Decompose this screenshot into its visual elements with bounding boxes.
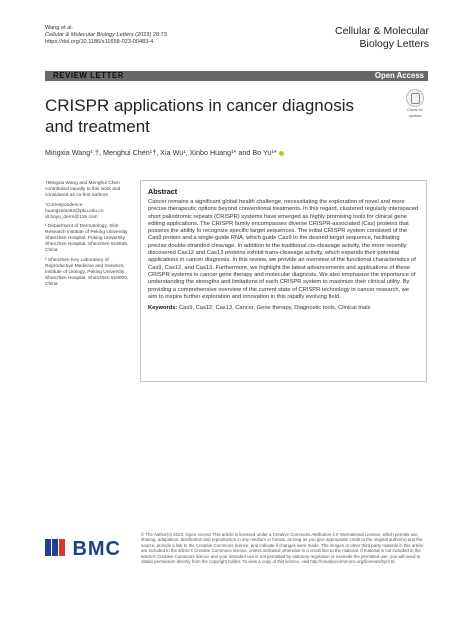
- check-updates-line2: updates: [408, 113, 422, 118]
- correspondence: [45, 203, 130, 221]
- article-title: [45, 95, 385, 137]
- year-volume: (2023) 28:73: [135, 32, 167, 39]
- bmc-logo-icon: [45, 539, 66, 561]
- doi-link[interactable]: https://doi.org/10.1186/s11658-023-00483-4: [45, 39, 154, 46]
- abstract-box: [140, 180, 427, 382]
- correspondence-email-1[interactable]: huangxinbo92@pku.edu.cn: [45, 208, 104, 214]
- journal-brand-line1: Cellular & Molecular: [335, 25, 429, 37]
- authors-short: Wang et al.: [45, 25, 74, 31]
- sidebar-notes: [45, 181, 130, 292]
- journal-brand: [335, 25, 429, 50]
- equal-contribution-note: †Mingxia Wang and Menghui Chen contributed equally to this work and considered as co-first authors: [45, 181, 121, 198]
- check-for-updates-button[interactable]: [404, 89, 426, 118]
- keywords-list: Cas9, Cas12, Cas13, Cancer, Gene therapy, Diagnostic tools, Clinical trials: [179, 305, 371, 312]
- affiliation-2: ² Shenzhen Key Laboratory of Reproductive Medicine and Genetics, Institute of Urology, Peking University Shenzhen Hospital, Shenzhen 518000, China: [45, 257, 129, 287]
- citation-header: [45, 25, 167, 47]
- publisher-logo: [45, 538, 121, 561]
- keywords-label: Keywords:: [148, 305, 178, 312]
- check-updates-line1: Check for: [407, 108, 423, 112]
- title-line2: and treatment: [45, 117, 150, 136]
- orcid-icon[interactable]: [279, 151, 284, 156]
- open-access-label: Open Access: [374, 71, 424, 80]
- correspondence-email-2[interactable]: dr.boyu_derm@126.com: [45, 214, 98, 220]
- check-updates-icon: [406, 89, 424, 107]
- authors-text: Mingxia Wang¹˒†, Menghui Chen¹†, Xia Wu¹, Xinbo Huang¹* and Bo Yu¹*: [45, 148, 277, 157]
- journal-name: Cellular & Molecular Biology Letters: [45, 32, 134, 39]
- affiliation-1: ¹ Department of Dermatology, Skin Research Institute of Peking University Shenzhen Hospital, Peking University Shenzhen Hospital, Shenzhen 518036, China: [45, 224, 129, 254]
- correspondence-label: *Correspondence:: [45, 202, 84, 208]
- title-line1: CRISPR applications in cancer diagnosis: [45, 96, 354, 115]
- abstract-heading: Abstract: [148, 187, 178, 196]
- journal-brand-line2: Biology Letters: [359, 37, 429, 50]
- keywords: [148, 305, 419, 312]
- publisher-name: BMC: [72, 538, 121, 560]
- author-list: [45, 148, 284, 157]
- article-type-bar: [45, 71, 428, 81]
- abstract-body: Cancer remains a significant global health challenge, necessitating the exploration of novel and more precise therapeutic options beyond conventional treatments. In this regard, clustered regularly interspaced short palindromic repeats (CRISPR) systems have emerged as highly promising tools for clinical gene editing applications. The CRISPR family encompasses diverse CRISPR-associated (Cas) proteins that possess the ability to recognize specific target sequences. The initial CRISPR system consisted of the Cas9 protein and a single-guide RNA, which guide Cas9 to the desired target sequence, facilitating precise double-stranded cleavage. In addition to the traditional cis-cleavage activity, the more recently discovered Cas12 and Cas13 proteins exhibit trans-cleavage activity, which expands their potential applications in cancer diagnosis. In this review, we provide an overview of the functional characteristics of Cas9, Cas12, and Cas13. Furthermore, we highlight the latest advancements and applications of these CRISPR systems in cancer gene therapy and molecular diagnosis. We also emphasize the importance of understanding the strengths and limitations of each CRISPR system to maximize their clinical utility. By providing a comprehensive overview of the current state of CRISPR technology in cancer research, we aim to inspire further exploration and innovation in this rapidly evolving field.: [148, 199, 419, 300]
- license-text: © The Author(s) 2023. Open Access This article is licensed under a Creative Commons Attribution 4.0 International License, which permits use, sharing, adaptation, distribution and reproduction in any medium or format, as long as you give appropriate credit to the original author(s) and the source, provide a link to the Creative Commons licence, and indicate if changes were made. The images or other third party material in this article are included in the article's Creative Commons licence, unless indicated otherwise in a credit line to the material. If material is not included in the article's Creative Commons licence and your intended use is not permitted by statutory regulation or exceeds the permitted use, you will need to obtain permission directly from the copyright holder. To view a copy of this licence, visit http://creativecommons.org/licenses/by/4.0/.: [141, 532, 424, 565]
- article-type-label: REVIEW LETTER: [53, 71, 125, 80]
